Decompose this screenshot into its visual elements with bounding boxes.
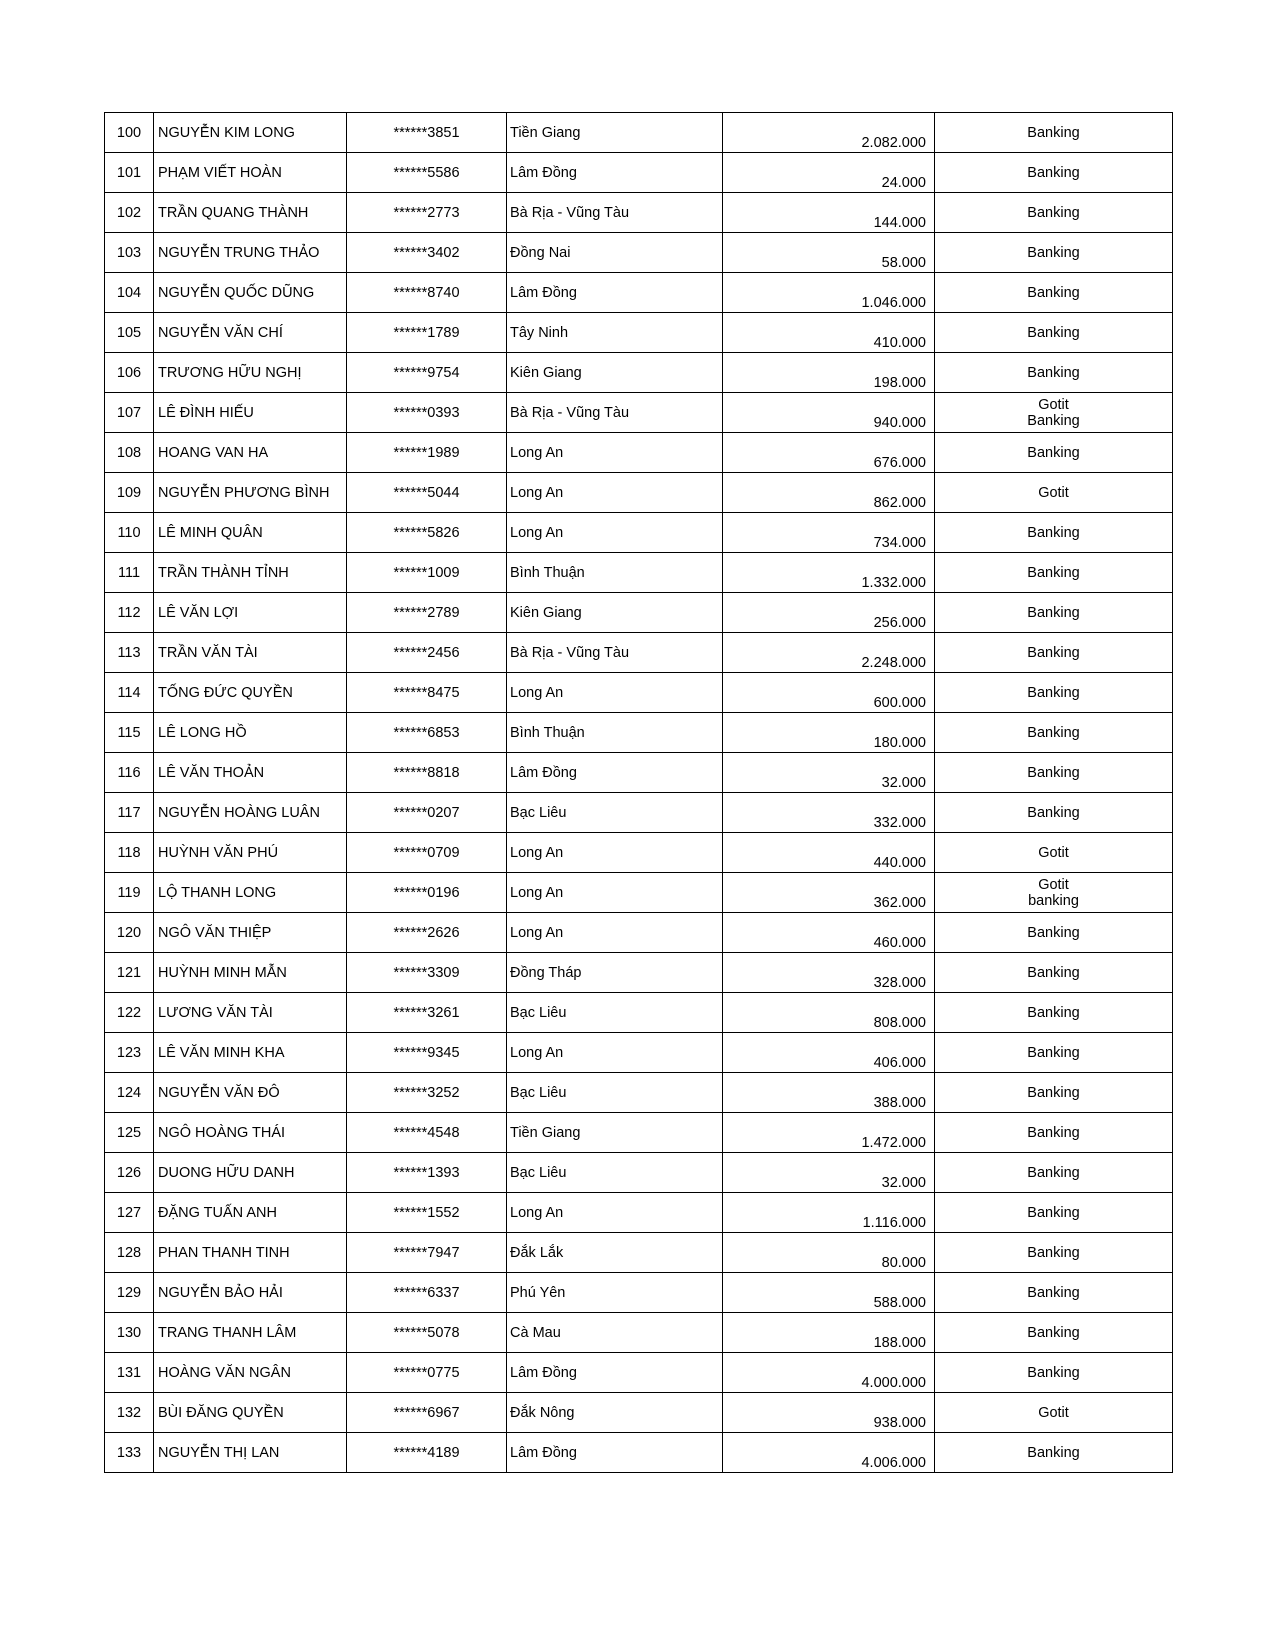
phone-cell: ******0207: [347, 793, 507, 833]
table-row: [105, 473, 1173, 513]
phone-cell: ******0775: [347, 1353, 507, 1393]
phone-cell: ******8818: [347, 753, 507, 793]
table-row: [105, 1233, 1173, 1273]
payment-method-label: Banking: [1027, 1324, 1080, 1341]
phone-cell: ******8740: [347, 273, 507, 313]
payment-method-cell: [935, 473, 1173, 513]
name-cell: HOANG VAN HA: [154, 433, 347, 473]
amount-cell: 80.000: [723, 1233, 935, 1273]
name-cell: NGUYỄN TRUNG THẢO: [154, 233, 347, 273]
payment-method-label: Banking: [1027, 1004, 1080, 1021]
phone-cell: ******2626: [347, 913, 507, 953]
province-cell: Đắk Nông: [507, 1393, 723, 1433]
amount-cell: 1.332.000: [723, 553, 935, 593]
phone-cell: ******2789: [347, 593, 507, 633]
province-cell: Bạc Liêu: [507, 1153, 723, 1193]
row-number-cell: 106: [105, 353, 154, 393]
payment-method-cell: [935, 1113, 1173, 1153]
row-number-cell: 127: [105, 1193, 154, 1233]
phone-cell: ******1552: [347, 1193, 507, 1233]
row-number-cell: 110: [105, 513, 154, 553]
payment-method-label: Banking: [1027, 524, 1080, 541]
phone-cell: ******3851: [347, 113, 507, 153]
payment-method-cell: [935, 513, 1173, 553]
table-row: [105, 633, 1173, 673]
phone-cell: ******5044: [347, 473, 507, 513]
name-cell: NGUYỄN QUỐC DŨNG: [154, 273, 347, 313]
amount-cell: 862.000: [723, 473, 935, 513]
table-row: [105, 433, 1173, 473]
row-number-cell: 101: [105, 153, 154, 193]
payment-method-cell: [935, 433, 1173, 473]
row-number-cell: 126: [105, 1153, 154, 1193]
table-row: [105, 993, 1173, 1033]
payment-method-cell: [935, 993, 1173, 1033]
payment-method-cell: [935, 313, 1173, 353]
table-row: [105, 1353, 1173, 1393]
phone-cell: ******1009: [347, 553, 507, 593]
payment-method-cell: [935, 953, 1173, 993]
payment-method-cell: [935, 233, 1173, 273]
payment-method-label: Banking: [1027, 324, 1080, 341]
table-row: [105, 1073, 1173, 1113]
amount-cell: 1.046.000: [723, 273, 935, 313]
phone-cell: ******4189: [347, 1433, 507, 1473]
amount-cell: 410.000: [723, 313, 935, 353]
payment-method-label: Banking: [1027, 204, 1080, 221]
row-number-cell: 128: [105, 1233, 154, 1273]
payment-method-label: Banking: [1027, 1244, 1080, 1261]
phone-cell: ******3402: [347, 233, 507, 273]
phone-cell: ******9345: [347, 1033, 507, 1073]
province-cell: Long An: [507, 433, 723, 473]
row-number-cell: 103: [105, 233, 154, 273]
row-number-cell: 125: [105, 1113, 154, 1153]
amount-cell: 938.000: [723, 1393, 935, 1433]
payment-method-label: banking: [1028, 892, 1079, 909]
province-cell: Đồng Tháp: [507, 953, 723, 993]
province-cell: Bạc Liêu: [507, 1073, 723, 1113]
payment-method-cell: [935, 193, 1173, 233]
payment-method-label: Banking: [1027, 124, 1080, 141]
name-cell: NGÔ VĂN THIỆP: [154, 913, 347, 953]
payment-method-cell: [935, 393, 1173, 433]
name-cell: NGUYỄN BẢO HẢI: [154, 1273, 347, 1313]
name-cell: PHẠM VIẾT HOÀN: [154, 153, 347, 193]
row-number-cell: 105: [105, 313, 154, 353]
amount-cell: 2.248.000: [723, 633, 935, 673]
table-row: [105, 1273, 1173, 1313]
amount-cell: 328.000: [723, 953, 935, 993]
payment-method-label: Banking: [1027, 1124, 1080, 1141]
name-cell: TRANG THANH LÂM: [154, 1313, 347, 1353]
payment-method-cell: [935, 873, 1173, 913]
payment-method-label: Banking: [1027, 1364, 1080, 1381]
row-number-cell: 133: [105, 1433, 154, 1473]
payment-method-cell: [935, 113, 1173, 153]
payment-method-cell: [935, 1233, 1173, 1273]
payment-method-cell: [935, 1033, 1173, 1073]
phone-cell: ******1989: [347, 433, 507, 473]
payment-method-label: Banking: [1027, 924, 1080, 941]
amount-cell: 4.000.000: [723, 1353, 935, 1393]
phone-cell: ******0196: [347, 873, 507, 913]
payment-method-cell: [935, 793, 1173, 833]
amount-cell: 32.000: [723, 753, 935, 793]
payment-method-label: Banking: [1027, 1044, 1080, 1061]
table-row: [105, 1433, 1173, 1473]
name-cell: TỐNG ĐỨC QUYỀN: [154, 673, 347, 713]
row-number-cell: 109: [105, 473, 154, 513]
payment-method-cell: [935, 153, 1173, 193]
table-body: [105, 113, 1173, 1473]
name-cell: NGUYỄN HOÀNG LUÂN: [154, 793, 347, 833]
table-row: [105, 353, 1173, 393]
amount-cell: 362.000: [723, 873, 935, 913]
amount-cell: 440.000: [723, 833, 935, 873]
payment-method-label: Gotit: [1038, 1404, 1069, 1421]
name-cell: NGUYỄN PHƯƠNG BÌNH: [154, 473, 347, 513]
row-number-cell: 114: [105, 673, 154, 713]
province-cell: Phú Yên: [507, 1273, 723, 1313]
name-cell: HOÀNG VĂN NGÂN: [154, 1353, 347, 1393]
amount-cell: 32.000: [723, 1153, 935, 1193]
amount-cell: 4.006.000: [723, 1433, 935, 1473]
name-cell: TRẦN THÀNH TỈNH: [154, 553, 347, 593]
province-cell: Bà Rịa - Vũng Tàu: [507, 193, 723, 233]
payment-method-cell: [935, 1273, 1173, 1313]
phone-cell: ******8475: [347, 673, 507, 713]
table-row: [105, 1393, 1173, 1433]
phone-cell: ******3261: [347, 993, 507, 1033]
row-number-cell: 117: [105, 793, 154, 833]
name-cell: LƯƠNG VĂN TÀI: [154, 993, 347, 1033]
payment-method-label: Banking: [1027, 364, 1080, 381]
table-row: [105, 393, 1173, 433]
table-row: [105, 793, 1173, 833]
province-cell: Đồng Nai: [507, 233, 723, 273]
name-cell: HUỲNH VĂN PHÚ: [154, 833, 347, 873]
name-cell: LỘ THANH LONG: [154, 873, 347, 913]
amount-cell: 1.472.000: [723, 1113, 935, 1153]
amount-cell: 256.000: [723, 593, 935, 633]
phone-cell: ******6337: [347, 1273, 507, 1313]
phone-cell: ******5586: [347, 153, 507, 193]
phone-cell: ******3252: [347, 1073, 507, 1113]
phone-cell: ******2456: [347, 633, 507, 673]
province-cell: Kiên Giang: [507, 593, 723, 633]
row-number-cell: 104: [105, 273, 154, 313]
payment-method-label: Banking: [1027, 724, 1080, 741]
phone-cell: ******0709: [347, 833, 507, 873]
table-row: [105, 673, 1173, 713]
row-number-cell: 129: [105, 1273, 154, 1313]
table-row: [105, 953, 1173, 993]
payment-method-cell: [935, 913, 1173, 953]
payment-method-cell: [935, 593, 1173, 633]
table-row: [105, 1313, 1173, 1353]
payment-method-cell: [935, 1353, 1173, 1393]
payment-method-cell: [935, 1073, 1173, 1113]
province-cell: Bạc Liêu: [507, 793, 723, 833]
payment-method-label: Banking: [1027, 684, 1080, 701]
payment-method-label: Banking: [1027, 444, 1080, 461]
row-number-cell: 119: [105, 873, 154, 913]
phone-cell: ******3309: [347, 953, 507, 993]
name-cell: TRƯƠNG HỮU NGHỊ: [154, 353, 347, 393]
province-cell: Lâm Đồng: [507, 1433, 723, 1473]
name-cell: HUỲNH MINH MẪN: [154, 953, 347, 993]
amount-cell: 676.000: [723, 433, 935, 473]
province-cell: Kiên Giang: [507, 353, 723, 393]
province-cell: Long An: [507, 513, 723, 553]
row-number-cell: 115: [105, 713, 154, 753]
payment-method-label: Banking: [1027, 804, 1080, 821]
province-cell: Lâm Đồng: [507, 753, 723, 793]
payment-method-cell: [935, 1193, 1173, 1233]
province-cell: Long An: [507, 1033, 723, 1073]
table-row: [105, 553, 1173, 593]
amount-cell: 198.000: [723, 353, 935, 393]
winners-table: [104, 112, 1173, 1473]
name-cell: LÊ ĐÌNH HIẾU: [154, 393, 347, 433]
payment-method-cell: [935, 553, 1173, 593]
payment-method-label: Banking: [1027, 1084, 1080, 1101]
table-row: [105, 833, 1173, 873]
table-row: [105, 1193, 1173, 1233]
payment-method-label: Banking: [1027, 964, 1080, 981]
row-number-cell: 108: [105, 433, 154, 473]
amount-cell: 460.000: [723, 913, 935, 953]
payment-method-label: Banking: [1027, 1204, 1080, 1221]
province-cell: Cà Mau: [507, 1313, 723, 1353]
row-number-cell: 111: [105, 553, 154, 593]
row-number-cell: 113: [105, 633, 154, 673]
name-cell: TRẦN QUANG THÀNH: [154, 193, 347, 233]
name-cell: ĐẶNG TUẤN ANH: [154, 1193, 347, 1233]
province-cell: Long An: [507, 473, 723, 513]
amount-cell: 734.000: [723, 513, 935, 553]
province-cell: Tây Ninh: [507, 313, 723, 353]
table-row: [105, 513, 1173, 553]
name-cell: LÊ VĂN LỢI: [154, 593, 347, 633]
amount-cell: 588.000: [723, 1273, 935, 1313]
payment-method-label: Banking: [1027, 284, 1080, 301]
row-number-cell: 112: [105, 593, 154, 633]
row-number-cell: 118: [105, 833, 154, 873]
name-cell: NGUYỄN KIM LONG: [154, 113, 347, 153]
province-cell: Bà Rịa - Vũng Tàu: [507, 633, 723, 673]
row-number-cell: 100: [105, 113, 154, 153]
name-cell: NGUYỄN THỊ LAN: [154, 1433, 347, 1473]
province-cell: Lâm Đồng: [507, 273, 723, 313]
phone-cell: ******1393: [347, 1153, 507, 1193]
name-cell: NGUYỄN VĂN CHÍ: [154, 313, 347, 353]
province-cell: Bạc Liêu: [507, 993, 723, 1033]
row-number-cell: 107: [105, 393, 154, 433]
province-cell: Lâm Đồng: [507, 1353, 723, 1393]
province-cell: Tiền Giang: [507, 113, 723, 153]
row-number-cell: 131: [105, 1353, 154, 1393]
name-cell: LÊ LONG HỒ: [154, 713, 347, 753]
table-row: [105, 713, 1173, 753]
table-row: [105, 313, 1173, 353]
amount-cell: 600.000: [723, 673, 935, 713]
table-row: [105, 753, 1173, 793]
row-number-cell: 122: [105, 993, 154, 1033]
province-cell: Bà Rịa - Vũng Tàu: [507, 393, 723, 433]
name-cell: TRẦN VĂN TÀI: [154, 633, 347, 673]
payment-method-label: Banking: [1027, 244, 1080, 261]
province-cell: Đắk Lắk: [507, 1233, 723, 1273]
row-number-cell: 121: [105, 953, 154, 993]
payment-method-label: Banking: [1027, 604, 1080, 621]
row-number-cell: 102: [105, 193, 154, 233]
amount-cell: 940.000: [723, 393, 935, 433]
payment-method-cell: [935, 1433, 1173, 1473]
payment-method-label: Banking: [1027, 164, 1080, 181]
phone-cell: ******6853: [347, 713, 507, 753]
province-cell: Long An: [507, 833, 723, 873]
row-number-cell: 123: [105, 1033, 154, 1073]
name-cell: NGUYỄN VĂN ĐÔ: [154, 1073, 347, 1113]
payment-method-cell: [935, 1393, 1173, 1433]
province-cell: Lâm Đồng: [507, 153, 723, 193]
name-cell: LÊ VĂN THOẢN: [154, 753, 347, 793]
table-row: [105, 1033, 1173, 1073]
table-row: [105, 1153, 1173, 1193]
amount-cell: 1.116.000: [723, 1193, 935, 1233]
payment-method-cell: [935, 833, 1173, 873]
amount-cell: 188.000: [723, 1313, 935, 1353]
payment-method-label: Banking: [1027, 564, 1080, 581]
payment-method-cell: [935, 713, 1173, 753]
table-row: [105, 1113, 1173, 1153]
phone-cell: ******2773: [347, 193, 507, 233]
payment-method-label: Banking: [1027, 412, 1080, 429]
row-number-cell: 130: [105, 1313, 154, 1353]
payment-method-label: Banking: [1027, 764, 1080, 781]
amount-cell: 332.000: [723, 793, 935, 833]
payment-method-cell: [935, 673, 1173, 713]
row-number-cell: 116: [105, 753, 154, 793]
payment-method-label: Banking: [1027, 644, 1080, 661]
name-cell: NGÔ HOÀNG THÁI: [154, 1113, 347, 1153]
amount-cell: 144.000: [723, 193, 935, 233]
payment-method-label: Gotit: [1038, 484, 1069, 501]
payment-method-cell: [935, 353, 1173, 393]
phone-cell: ******0393: [347, 393, 507, 433]
table-row: [105, 273, 1173, 313]
province-cell: Tiền Giang: [507, 1113, 723, 1153]
phone-cell: ******6967: [347, 1393, 507, 1433]
table-row: [105, 113, 1173, 153]
name-cell: BÙI ĐĂNG QUYỀN: [154, 1393, 347, 1433]
table-row: [105, 193, 1173, 233]
table-row: [105, 153, 1173, 193]
name-cell: LÊ VĂN MINH KHA: [154, 1033, 347, 1073]
payment-method-label: Banking: [1027, 1284, 1080, 1301]
payment-method-cell: [935, 273, 1173, 313]
payment-method-label: Gotit: [1038, 844, 1069, 861]
phone-cell: ******7947: [347, 1233, 507, 1273]
phone-cell: ******5826: [347, 513, 507, 553]
table-row: [105, 593, 1173, 633]
amount-cell: 406.000: [723, 1033, 935, 1073]
phone-cell: ******9754: [347, 353, 507, 393]
province-cell: Long An: [507, 1193, 723, 1233]
row-number-cell: 124: [105, 1073, 154, 1113]
row-number-cell: 132: [105, 1393, 154, 1433]
payment-method-label: Gotit: [1038, 396, 1069, 413]
amount-cell: 180.000: [723, 713, 935, 753]
payment-method-cell: [935, 753, 1173, 793]
row-number-cell: 120: [105, 913, 154, 953]
phone-cell: ******1789: [347, 313, 507, 353]
amount-cell: 58.000: [723, 233, 935, 273]
table-row: [105, 873, 1173, 913]
province-cell: Bình Thuận: [507, 713, 723, 753]
payment-method-label: Gotit: [1038, 876, 1069, 893]
name-cell: PHAN THANH TINH: [154, 1233, 347, 1273]
table-row: [105, 233, 1173, 273]
payment-method-cell: [935, 1153, 1173, 1193]
province-cell: Bình Thuận: [507, 553, 723, 593]
payment-method-label: Banking: [1027, 1164, 1080, 1181]
province-cell: Long An: [507, 873, 723, 913]
province-cell: Long An: [507, 673, 723, 713]
amount-cell: 24.000: [723, 153, 935, 193]
amount-cell: 2.082.000: [723, 113, 935, 153]
payment-method-label: Banking: [1027, 1444, 1080, 1461]
name-cell: DUONG HỮU DANH: [154, 1153, 347, 1193]
payment-method-cell: [935, 1313, 1173, 1353]
payment-method-cell: [935, 633, 1173, 673]
amount-cell: 808.000: [723, 993, 935, 1033]
phone-cell: ******4548: [347, 1113, 507, 1153]
province-cell: Long An: [507, 913, 723, 953]
amount-cell: 388.000: [723, 1073, 935, 1113]
name-cell: LÊ MINH QUÂN: [154, 513, 347, 553]
table-row: [105, 913, 1173, 953]
phone-cell: ******5078: [347, 1313, 507, 1353]
